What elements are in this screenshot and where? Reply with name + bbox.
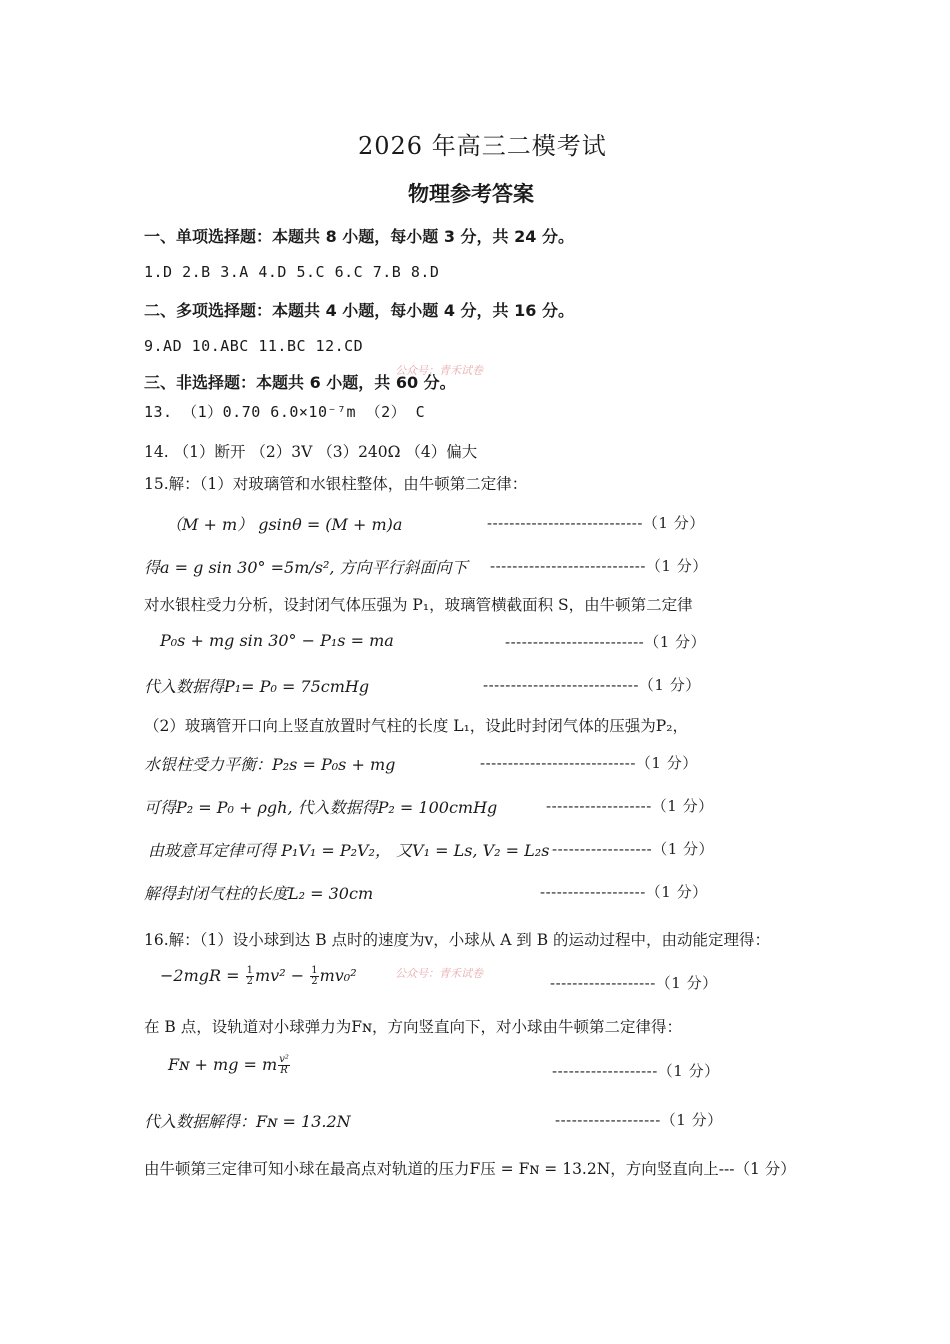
- q15-eq2: 得a = g sin 30° =5m/s², 方向平行斜面向下: [144, 558, 468, 577]
- q16-score1: -------------------（1 分）: [550, 974, 718, 992]
- page-subtitle: 物理参考答案: [408, 182, 534, 206]
- q16-score2: -------------------（1 分）: [552, 1062, 720, 1080]
- q15-text1: 对水银柱受力分析，设封闭气体压强为 P₁，玻璃管横截面积 S，由牛顿第二定律: [144, 596, 693, 614]
- q15-score3: -------------------------（1 分）: [505, 633, 707, 651]
- q15-eq7: 由玻意耳定律可得 P₁V₁ = P₂V₂， 又V₁ = Ls, V₂ = L₂s: [148, 841, 550, 860]
- q15-score7: ------------------（1 分）: [552, 840, 715, 858]
- q15-score6: -------------------（1 分）: [546, 797, 714, 815]
- q15-eq8: 解得封闭气柱的长度L₂ = 30cm: [144, 884, 374, 903]
- q15-eq1: （M + m） gsinθ = (M + m)a: [166, 515, 403, 534]
- q16-eq1-right: mv₀²: [319, 966, 357, 985]
- section2-answers: 9.AD 10.ABC 11.BC 12.CD: [144, 337, 364, 355]
- q16-eq3: 代入数据解得：Fɴ = 13.2N: [144, 1112, 351, 1131]
- q15-eq6: 可得P₂ = P₀ + ρgh, 代入数据得P₂ = 100cmHg: [144, 798, 498, 817]
- q15-score1: ----------------------------（1 分）: [487, 514, 705, 532]
- q13-answer: 13. （1）0.70 6.0×10⁻⁷m （2） C: [144, 403, 426, 421]
- section1-answers: 1.D 2.B 3.A 4.D 5.C 6.C 7.B 8.D: [144, 263, 440, 281]
- q16-eq1: [160, 966, 357, 987]
- page-title: 2026 年高三二模考试: [358, 132, 607, 160]
- q16-eq2: [168, 1055, 291, 1076]
- q16-text1: 在 B 点，设轨道对小球弹力为Fɴ，方向竖直向下，对小球由牛顿第二定律得：: [144, 1018, 683, 1036]
- q15-eq3: P₀s + mg sin 30° − P₁s = ma: [160, 631, 394, 650]
- q15-eq4: 代入数据得P₁= P₀ = 75cmHg: [144, 677, 370, 696]
- q16-score3: -------------------（1 分）: [555, 1111, 723, 1129]
- q16-eq2-frac-den: R: [280, 1065, 288, 1076]
- q16-eq2-frac: [278, 1055, 290, 1076]
- q15-score2: ----------------------------（1 分）: [490, 557, 708, 575]
- q16-eq1-frac2-den: 2: [311, 976, 318, 987]
- q14-answer: 14. （1）断开 （2）3V （3）240Ω （4）偏大: [144, 443, 478, 461]
- q16-eq2-left: Fɴ + mg = m: [168, 1055, 278, 1074]
- q15-intro: 15.解：（1）对玻璃管和水银柱整体，由牛顿第二定律：: [144, 475, 528, 493]
- q15-score8: -------------------（1 分）: [540, 883, 708, 901]
- q16-text2: 由牛顿第三定律可知小球在最高点对轨道的压力F压 = Fɴ = 13.2N，方向竖直向上---（1 分）: [144, 1160, 796, 1178]
- section1-heading: 一、单项选择题：本题共 8 小题，每小题 3 分，共 24 分。: [144, 227, 574, 246]
- watermark-top: 公众号：青禾试卷: [395, 364, 483, 377]
- section2-heading: 二、多项选择题：本题共 4 小题，每小题 4 分，共 16 分。: [144, 301, 574, 320]
- q15-eq5: 水银柱受力平衡：P₂s = P₀s + mg: [144, 755, 396, 774]
- q16-eq1-frac1-num: 1: [246, 965, 253, 976]
- q16-eq1-frac2: [310, 966, 318, 987]
- q16-intro: 16.解：（1）设小球到达 B 点时的速度为v，小球从 A 到 B 的运动过程中，由动能定理得：: [144, 931, 771, 949]
- q16-eq1-frac1: [246, 966, 254, 987]
- q16-eq1-frac1-den: 2: [246, 976, 253, 987]
- watermark-middle: 公众号：青禾试卷: [395, 967, 483, 980]
- q16-eq2-frac-num: v²: [279, 1054, 289, 1065]
- q15-score5: ----------------------------（1 分）: [480, 754, 698, 772]
- q15-text2: （2）玻璃管开口向上竖直放置时气柱的长度 L₁，设此时封闭气体的压强为P₂，: [144, 717, 688, 735]
- q15-score4: ----------------------------（1 分）: [483, 676, 701, 694]
- q16-eq1-left: −2mgR =: [160, 966, 245, 985]
- q16-eq1-frac2-num: 1: [311, 965, 318, 976]
- q16-eq1-mid: mv² −: [255, 966, 310, 985]
- section3-heading: 三、非选择题：本题共 6 小题，共 60 分。: [144, 373, 456, 392]
